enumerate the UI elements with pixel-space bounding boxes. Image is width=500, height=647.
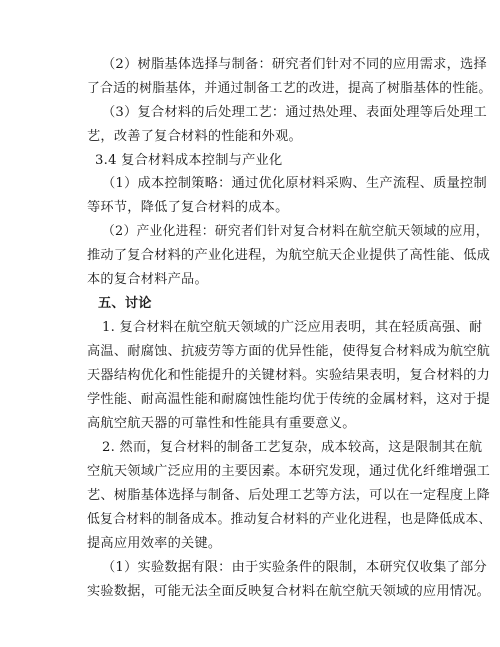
text-line: 天器结构优化和性能提升的关键材料。实验结果表明，复合材料的力 xyxy=(87,368,491,383)
text-line: 等环节，降低了复合材料的成本。 xyxy=(87,200,289,215)
text-line: 了合适的树脂基体，并通过制备工艺的改进，提高了树脂基体的性能。 xyxy=(87,81,492,96)
text-line: 实验数据，可能无法全面反映复合材料在航空航天领域的应用情况。 xyxy=(87,584,491,599)
text-line: （1）实验数据有限：由于实验条件的限制，本研究仅收集了部分 xyxy=(102,560,487,575)
text-line: 1. 复合材料在航空航天领域的广泛应用表明，其在轻质高强、耐 xyxy=(102,320,483,335)
text-line: 高温、耐腐蚀、抗疲劳等方面的优异性能，使得复合材料成为航空航 xyxy=(87,344,491,359)
text-line: 艺、树脂基体选择与制备、后处理工艺等方法，可以在一定程度上降 xyxy=(87,488,491,503)
text-line: （3）复合材料的后处理工艺：通过热处理、表面处理等后处理工 xyxy=(102,105,487,120)
chapter-heading: 五、讨论 xyxy=(98,296,152,311)
text-line: 艺，改善了复合材料的性能和外观。 xyxy=(87,129,302,144)
text-line: 本的复合材料产品。 xyxy=(87,272,208,287)
text-line: 低复合材料的制备成本。推动复合材料的产业化进程，也是降低成本、 xyxy=(87,512,492,527)
text-line: （2）产业化进程：研究者们针对复合材料在航空航天领域的应用， xyxy=(102,224,489,239)
text-line: 2. 然而，复合材料的制备工艺复杂，成本较高，这是限制其在航 xyxy=(102,440,483,455)
text-line: （1）成本控制策略：通过优化原材料采购、生产流程、质量控制 xyxy=(102,176,487,191)
text-line: 推动了复合材料的产业化进程，为航空航天企业提供了高性能、低成 xyxy=(87,248,491,263)
text-line: （2）树脂基体选择与制备：研究者们针对不同的应用需求，选择 xyxy=(102,57,487,72)
section-heading: 3.4 复合材料成本控制与产业化 xyxy=(95,153,283,168)
text-line: 高航空航天器的可靠性和性能具有重要意义。 xyxy=(87,416,356,431)
text-line: 学性能、耐高温性能和耐腐蚀性能均优于传统的金属材料，这对于提 xyxy=(87,392,491,407)
text-line: 空航天领域广泛应用的主要因素。本研究发现，通过优化纤维增强工 xyxy=(87,464,491,479)
text-line: 提高应用效率的关键。 xyxy=(87,536,222,551)
